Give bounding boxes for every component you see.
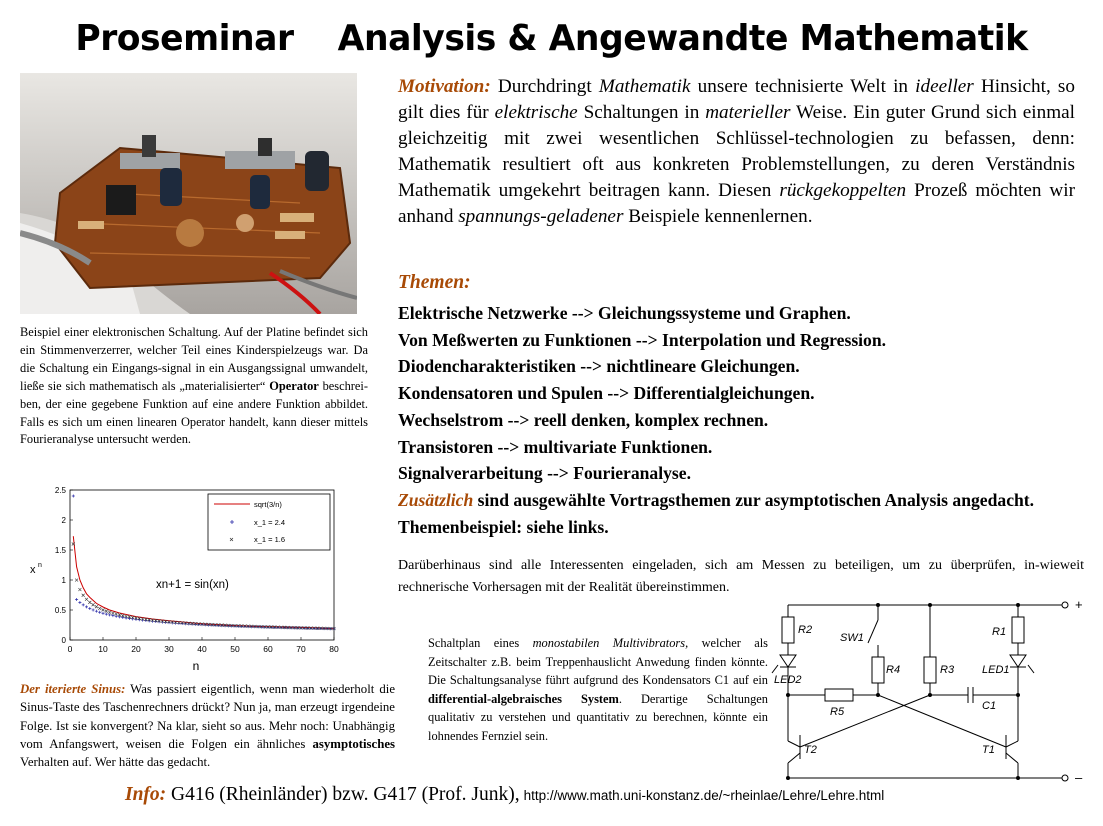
legend-label: x_1 = 2.4	[254, 518, 286, 527]
motivation-segment: elektrische	[494, 102, 578, 123]
motivation-paragraph	[398, 74, 1075, 230]
info-text: G416 (Rheinländer) bzw. G417 (Prof. Junk),	[166, 784, 520, 805]
title-left: Proseminar	[75, 18, 294, 59]
label-sw1: SW1	[840, 632, 864, 644]
schaltplan-text	[428, 634, 768, 745]
x-tick-label: 30	[164, 644, 174, 654]
label-r3: R3	[940, 664, 955, 676]
y-tick-label: 1	[61, 576, 66, 585]
additional-topics	[398, 487, 1088, 540]
x-tick-label: 50	[230, 644, 240, 654]
themes-heading: Themen:	[398, 272, 471, 293]
y-tick-label: 2	[61, 516, 66, 525]
legend-label: x_1 = 1.6	[254, 535, 286, 544]
caption-text-end: beschrei-ben, der eine gegebene Funktion auf eine andere Funktion abbildet. Falls es sich um einen linearen Operator handelt, kann dieser mittels Fourieranalyse untersucht werden.	[20, 378, 368, 447]
topics-list	[398, 300, 1088, 540]
motivation-segment: unsere technisierte Welt in	[690, 76, 916, 97]
sinus-chart	[18, 482, 348, 683]
title-right: Analysis & Angewandte Mathematik	[337, 18, 1028, 59]
sinus-text-start: Was passiert eigentlich, wenn man wiederholt die Sinus-Taste des Taschenrechners drückt? Nun ja, man erzeugt irgendeine Folge. Ist sie konvergent? Na klar, sieht so aus. Mehr noch: Unabhängig vom Anfangswert, weisen die Folgen ein ähnliches	[20, 682, 395, 751]
topic-item: Wechselstrom --> reell denken, komplex rechnen.	[398, 409, 769, 430]
motivation-segment: Prozeß möchten wir anhand	[398, 180, 1075, 227]
label-t2: T2	[804, 744, 817, 756]
motivation-segment: spannungs-geladener	[458, 206, 624, 227]
x-tick-label: 40	[197, 644, 207, 654]
label-led1: LED1	[982, 664, 1010, 676]
topic-item: Diodencharakteristiken --> nichtlineare Gleichungen.	[398, 356, 800, 377]
additional-text: sind ausgewählte Vortragsthemen zur asymptotischen Analysis angedacht. Themenbeispiel: siehe links.	[398, 489, 1035, 537]
y-tick-label: 0	[61, 636, 66, 645]
topic-item: Kondensatoren und Spulen --> Differentialgleichungen.	[398, 383, 815, 404]
y-axis-label-sub: n	[38, 562, 42, 569]
label-led2: LED2	[774, 674, 802, 686]
x-tick-label: 20	[131, 644, 141, 654]
motivation-segment: Hinsicht, so gilt dies für	[398, 76, 1075, 123]
motivation-segment: ideeller	[915, 76, 974, 97]
x-tick-label: 0	[67, 644, 73, 654]
schaltplan-text-1: Schaltplan eines	[428, 636, 533, 650]
topic-item: Elektrische Netzwerke --> Gleichungssysteme und Graphen.	[398, 303, 851, 323]
x-tick-label: 10	[98, 644, 108, 654]
topic-item: Signalverarbeitung --> Fourieranalyse.	[398, 463, 691, 484]
x-tick-label: 70	[296, 644, 306, 654]
y-tick-label: 0.5	[54, 606, 66, 615]
schaltplan-text-3: . Derartige Schaltungen qualitativ zu verstehen und quantitativ zu berechnen, könnte ein lohnendes Fernziel sein.	[428, 691, 769, 743]
label-t1: T1	[982, 744, 995, 756]
motivation-segment: Weise. Ein guter Grund sich einmal gleichzeitig mit zwei wesentlichen Schlüssel-technologien zu befassen, denn: Mathematik resultiert oft aus konkreten Problemstellungen, zu deren Verständnis Mathematik umgekehrt beitragen kann. Diesen	[398, 102, 1075, 201]
sinus-label: Der iterierte Sinus:	[20, 682, 126, 696]
x-tick-label: 60	[263, 644, 273, 654]
y-axis-label: x	[30, 564, 36, 576]
motivation-segment: Beispiele kennenlernen.	[623, 206, 813, 227]
caption-bold: Operator	[269, 378, 319, 393]
label-r2: R2	[798, 624, 813, 636]
motivation-segment: Mathematik	[598, 76, 691, 97]
motivation-label: Motivation:	[398, 76, 491, 97]
photo-caption	[20, 324, 368, 449]
invitation-text: Darüberhinaus sind alle Interessenten eingeladen, sich am Messen zu beteiligen, um zu überprüfen, in-wieweit rechnerische Vorhersagen mit der Realität übereinstimmen.	[398, 558, 1084, 595]
motivation-segment: Schaltungen in	[577, 102, 706, 123]
sinus-text	[20, 680, 395, 771]
circuit-board-photo	[20, 73, 357, 314]
info-url-link[interactable]: http://www.math.uni-konstanz.de/~rheinlae/Lehre/Lehre.html	[523, 788, 885, 803]
info-line	[125, 784, 884, 806]
chart-annotation: xn+1 = sin(xn)	[156, 579, 229, 591]
page-title	[22, 18, 1081, 59]
topic-item: Von Meßwerten zu Funktionen --> Interpolation und Regression.	[398, 329, 887, 350]
schaltplan-text-2: welcher als Zeitschalter z.B. beim Treppenhauslicht Anwedung finden könnte. Die Schaltungsanalyse führt aufgrund des Kondensators C1 auf ein	[428, 636, 769, 687]
motivation-segment: rückgekoppelten	[779, 180, 907, 201]
y-tick-label: 1.5	[54, 546, 66, 555]
label-r5: R5	[830, 706, 845, 718]
sinus-bold: asymptotisches	[312, 736, 395, 751]
schaltplan-bold: differential-algebraisches System	[428, 691, 619, 706]
circuit-diagram	[770, 595, 1090, 795]
y-tick-label: 2.5	[54, 486, 66, 495]
additional-label: Zusätzlich	[398, 489, 474, 510]
label-c1: C1	[982, 700, 997, 712]
label-minus: –	[1075, 770, 1083, 785]
motivation-segment: materieller	[705, 102, 791, 123]
motivation-segment: Durchdringt	[490, 76, 599, 97]
schaltplan-italic: monostabilen Multivibrators,	[532, 636, 689, 650]
sinus-text-end: Verhalten auf. Wer hätte das gedacht.	[20, 755, 211, 770]
label-r1: R1	[992, 626, 1007, 638]
x-tick-label: 80	[329, 644, 339, 654]
topic-item: Transistoren --> multivariate Funktionen.	[398, 436, 713, 457]
label-plus: +	[1075, 597, 1083, 612]
caption-text: Beispiel einer elektronischen Schaltung. Auf der Platine befindet sich ein Stimmenverzerrer, welcher Teil eines Kinderspielzeugs war. Da die Schaltung ein Eingangs-signal in ein Ausgangssignal umwandelt, ließe sie sich mathematisch als „materialisierter“	[20, 325, 368, 393]
label-r4: R4	[886, 664, 901, 676]
x-axis-label: n	[192, 659, 200, 673]
info-label: Info:	[125, 784, 167, 805]
legend-label: sqrt(3/n)	[254, 500, 282, 509]
